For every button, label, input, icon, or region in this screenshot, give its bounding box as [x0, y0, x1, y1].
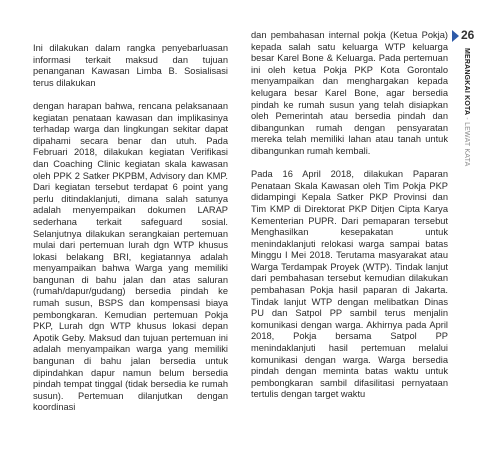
paragraph: Pada 16 April 2018, dilakukan Paparan Penataan Skala Kawasan oleh Tim Pokja PKP didampingi Kepala Satker PKP Provinsi dan Tim KMP di Direktorat PKP Ditjen Cipta Karya Kementerian PUPR. Dari pemaparan tersebut Menghasilkan kesepakatan untuk menindaklanjuti relokasi warga sampai batas Minggu I Mei 2018. Terutama masyarakat atau Warga Terdampak Proyek (WTP). Tindak lanjut dari pembahasan tersebut kemudian dilakukan pembahasan Pokja hasil paparan di Jakarta. Tindak lanjut WTP dengan melibatkan Dinas PU dan Satpol PP sambil terus menjalin komunikasi dengan warga. Akhirnya pada April 2018, Pokja bersama Satpol PP menindaklanjuti hasil pertemuan melalui komunikasi dengan warga. Warga bersedia pindah dengan meminta batas waktu untuk pembongkaran sambil difasilitasi pernyataan tertulis dengan target waktu — [251, 169, 448, 400]
paragraph: Ini dilakukan dalam rangka penyebarluasan informasi terkait maksud dan tujuan penanganan Kawasan Limba B. Sosialisasi terus dilakukan — [33, 43, 228, 88]
left-text-column — [33, 43, 228, 426]
paragraph: dan pembahasan internal pokja (Ketua Pokja) kepada salah satu keluarga WTP keluarga besar Karel Bone & Keluarga. Pada pertemuan ini oleh ketua Pokja PKP Kota Gorontalo menyampaikan dan menghargakan kepada kelugara besar Karel Bone, agar bersedia pindah ke rumah susun yang telah disiapkan oleh Pemerintah atau bersedia pindah dan dibangunkan rumah dengan pensyaratan mereka telah memiliki lahan atau tanah untuk dibangunkan rumah kembali. — [251, 30, 448, 156]
side-running-header — [458, 48, 472, 188]
section-subtitle: LEWAT KATA — [463, 122, 470, 167]
paragraph: dengan harapan bahwa, rencana pelaksanaan kegiatan penataan kawasan dan implikasinya terhadap warga dan lingkungan sekitar dapat dipahami secara benar dan utuh. Pada Februari 2018, dilakukan kegiatan Verifikasi dan Coaching Clinic kegiatan skala kawasan oleh PPK 2 Satker PKPBM, Advisory dan KMP. Dari kegiatan tersebut terdapat 6 point yang perlu ditindaklanjuti, dimana salah satunya adalah menyempaikan dokumen LARAP sederhana terkait safeguard sosial. Selanjutnya dilakukan serangkaian pertemuan mulai dari pertemuan lurah dgn WTP khusus lokasi belakang BRI, kegiatannya adalah menyampaikan bahwa Warga yang memiliki bangunan di bahu jalan dan atas saluran (rumah/dapur/gudang) bersedia pindah ke rumah susun, BSPS dan kompensasi biaya pembongkaran. Kemudian pertemuan Pokja PKP, Lurah dgn WTP khusus lokasi depan Apotik Geby. Maksud dan tujuan pertemuan ini adalah menyampaikan warga yang memiliki bangunan di bahu jalan bersedia untuk dipindahkan dapur namun belum bersedia pindah tempat tinggal (tidak bersedia ke rumah susun). Pertemuan dilanjutkan dengan koordinasi — [33, 100, 228, 413]
right-text-column — [251, 30, 448, 413]
page-number — [452, 28, 474, 42]
triangle-marker-icon — [452, 30, 459, 42]
separator: - — [463, 115, 470, 123]
page-number-text: 26 — [461, 28, 475, 42]
section-label: MERANGKAI KOTA — [463, 48, 470, 116]
